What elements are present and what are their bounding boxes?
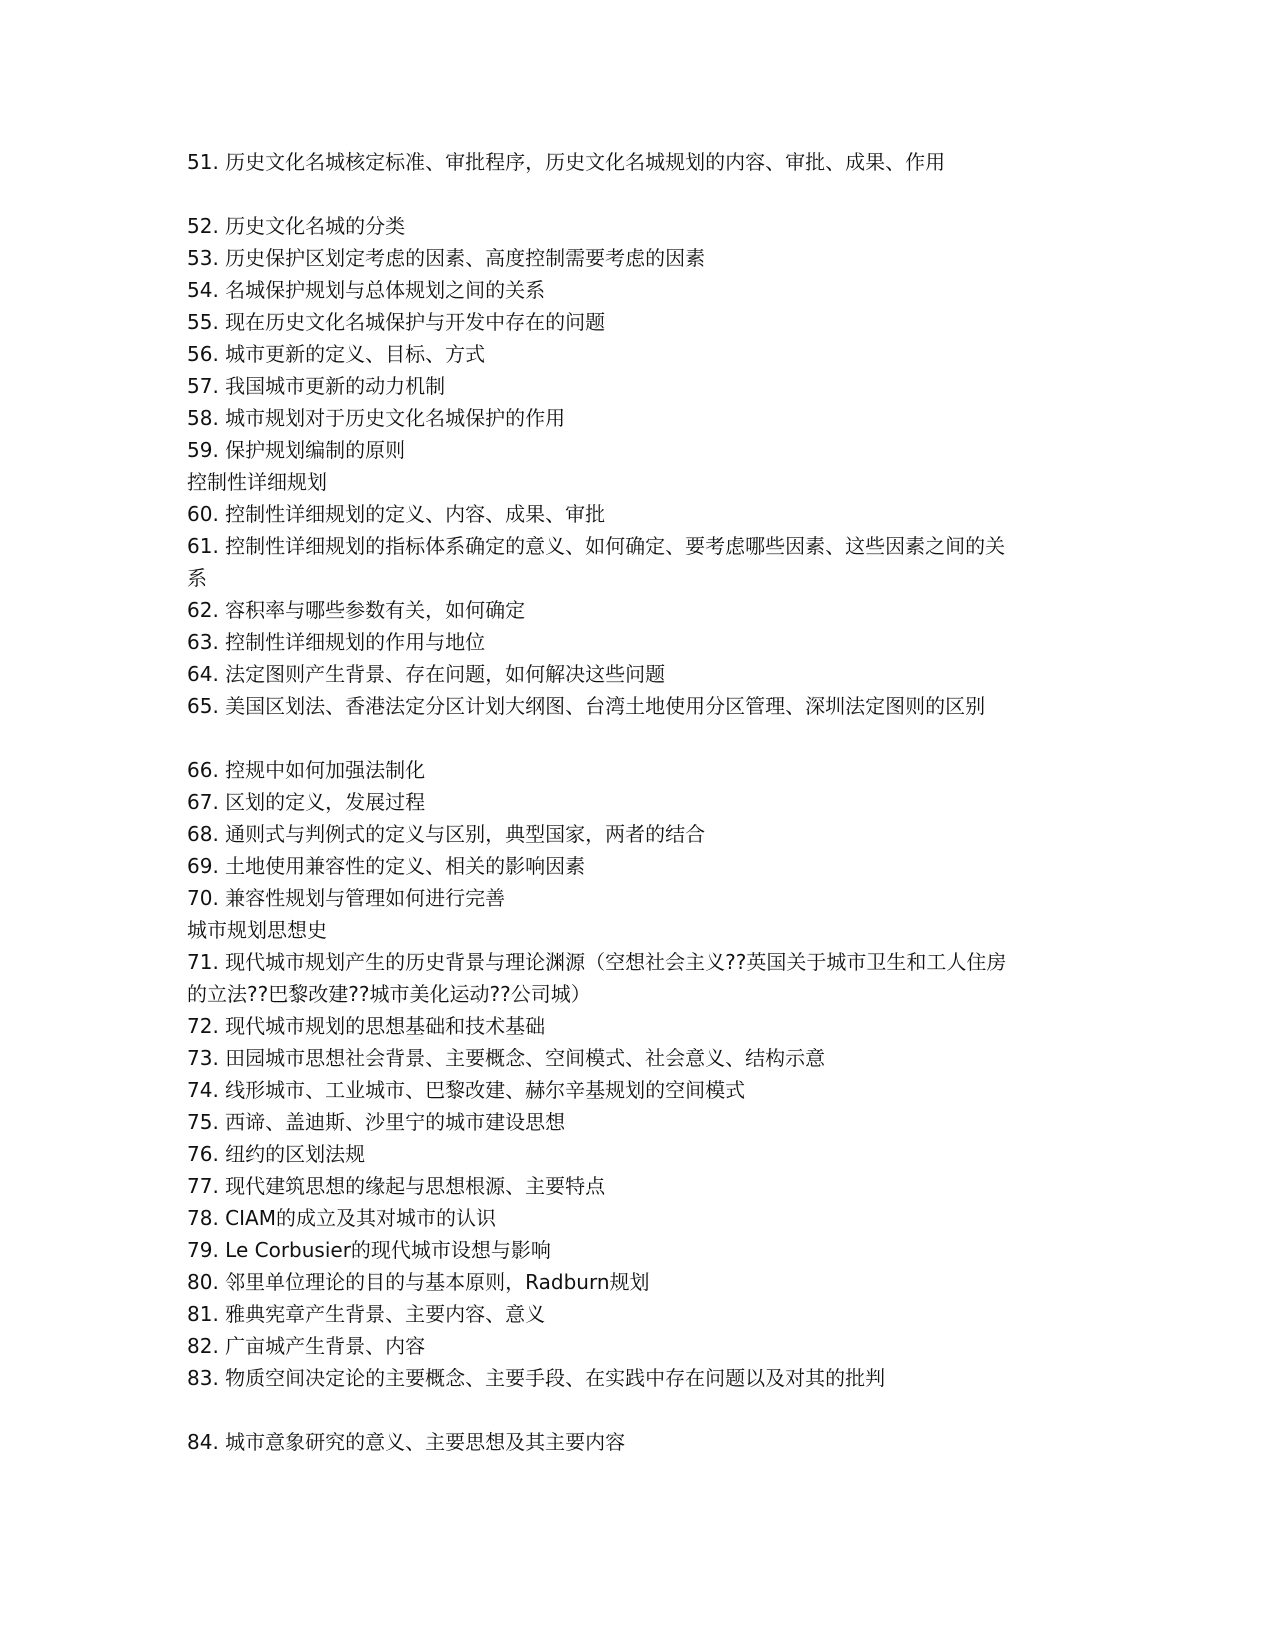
item-62: 62. 容积率与哪些参数有关，如何确定 — [187, 598, 526, 622]
item-60: 60. 控制性详细规划的定义、内容、成果、审批 — [187, 502, 606, 526]
item-83: 83. 物质空间决定论的主要概念、主要手段、在实践中存在问题以及对其的批判 — [187, 1366, 886, 1390]
item-68: 68. 通则式与判例式的定义与区别，典型国家，两者的结合 — [187, 822, 706, 846]
item-84: 84. 城市意象研究的意义、主要思想及其主要内容 — [187, 1430, 626, 1454]
blank-line — [187, 178, 1087, 210]
item-71-continuation: 的立法??巴黎改建??城市美化运动??公司城） — [187, 982, 591, 1006]
item-69: 69. 土地使用兼容性的定义、相关的影响因素 — [187, 854, 586, 878]
item-79: 79. Le Corbusier的现代城市设想与影响 — [187, 1238, 551, 1262]
item-55: 55. 现在历史文化名城保护与开发中存在的问题 — [187, 310, 606, 334]
item-57: 57. 我国城市更新的动力机制 — [187, 374, 446, 398]
item-56: 56. 城市更新的定义、目标、方式 — [187, 342, 486, 366]
item-67: 67. 区划的定义，发展过程 — [187, 790, 426, 814]
item-72: 72. 现代城市规划的思想基础和技术基础 — [187, 1014, 546, 1038]
item-61: 61. 控制性详细规划的指标体系确定的意义、如何确定、要考虑哪些因素、这些因素之间的关 — [187, 534, 1006, 558]
item-52: 52. 历史文化名城的分类 — [187, 214, 406, 238]
item-64: 64. 法定图则产生背景、存在问题，如何解决这些问题 — [187, 662, 666, 686]
item-80: 80. 邻里单位理论的目的与基本原则，Radburn规划 — [187, 1270, 650, 1294]
section-heading-planning-thought-history: 城市规划思想史 — [187, 918, 327, 942]
item-75: 75. 西谛、盖迪斯、沙里宁的城市建设思想 — [187, 1110, 566, 1134]
item-81: 81. 雅典宪章产生背景、主要内容、意义 — [187, 1302, 546, 1326]
item-82: 82. 广亩城产生背景、内容 — [187, 1334, 426, 1358]
item-58: 58. 城市规划对于历史文化名城保护的作用 — [187, 406, 566, 430]
section-heading-regulatory-plan: 控制性详细规划 — [187, 470, 327, 494]
item-59: 59. 保护规划编制的原则 — [187, 438, 406, 462]
item-76: 76. 纽约的区划法规 — [187, 1142, 366, 1166]
item-73: 73. 田园城市思想社会背景、主要概念、空间模式、社会意义、结构示意 — [187, 1046, 826, 1070]
item-70: 70. 兼容性规划与管理如何进行完善 — [187, 886, 506, 910]
document-page — [187, 146, 1087, 1458]
item-71: 71. 现代城市规划产生的历史背景与理论渊源（空想社会主义??英国关于城市卫生和工人住房 — [187, 950, 1007, 974]
item-66: 66. 控规中如何加强法制化 — [187, 758, 426, 782]
blank-line — [187, 722, 1087, 754]
item-51: 51. 历史文化名城核定标准、审批程序，历史文化名城规划的内容、审批、成果、作用 — [187, 150, 946, 174]
item-77: 77. 现代建筑思想的缘起与思想根源、主要特点 — [187, 1174, 606, 1198]
item-61-continuation: 系 — [187, 566, 207, 590]
item-65: 65. 美国区划法、香港法定分区计划大纲图、台湾土地使用分区管理、深圳法定图则的区别 — [187, 694, 986, 718]
blank-line — [187, 1394, 1087, 1426]
item-78: 78. CIAM的成立及其对城市的认识 — [187, 1206, 496, 1230]
item-53: 53. 历史保护区划定考虑的因素、高度控制需要考虑的因素 — [187, 246, 706, 270]
item-74: 74. 线形城市、工业城市、巴黎改建、赫尔辛基规划的空间模式 — [187, 1078, 746, 1102]
item-54: 54. 名城保护规划与总体规划之间的关系 — [187, 278, 546, 302]
item-63: 63. 控制性详细规划的作用与地位 — [187, 630, 486, 654]
